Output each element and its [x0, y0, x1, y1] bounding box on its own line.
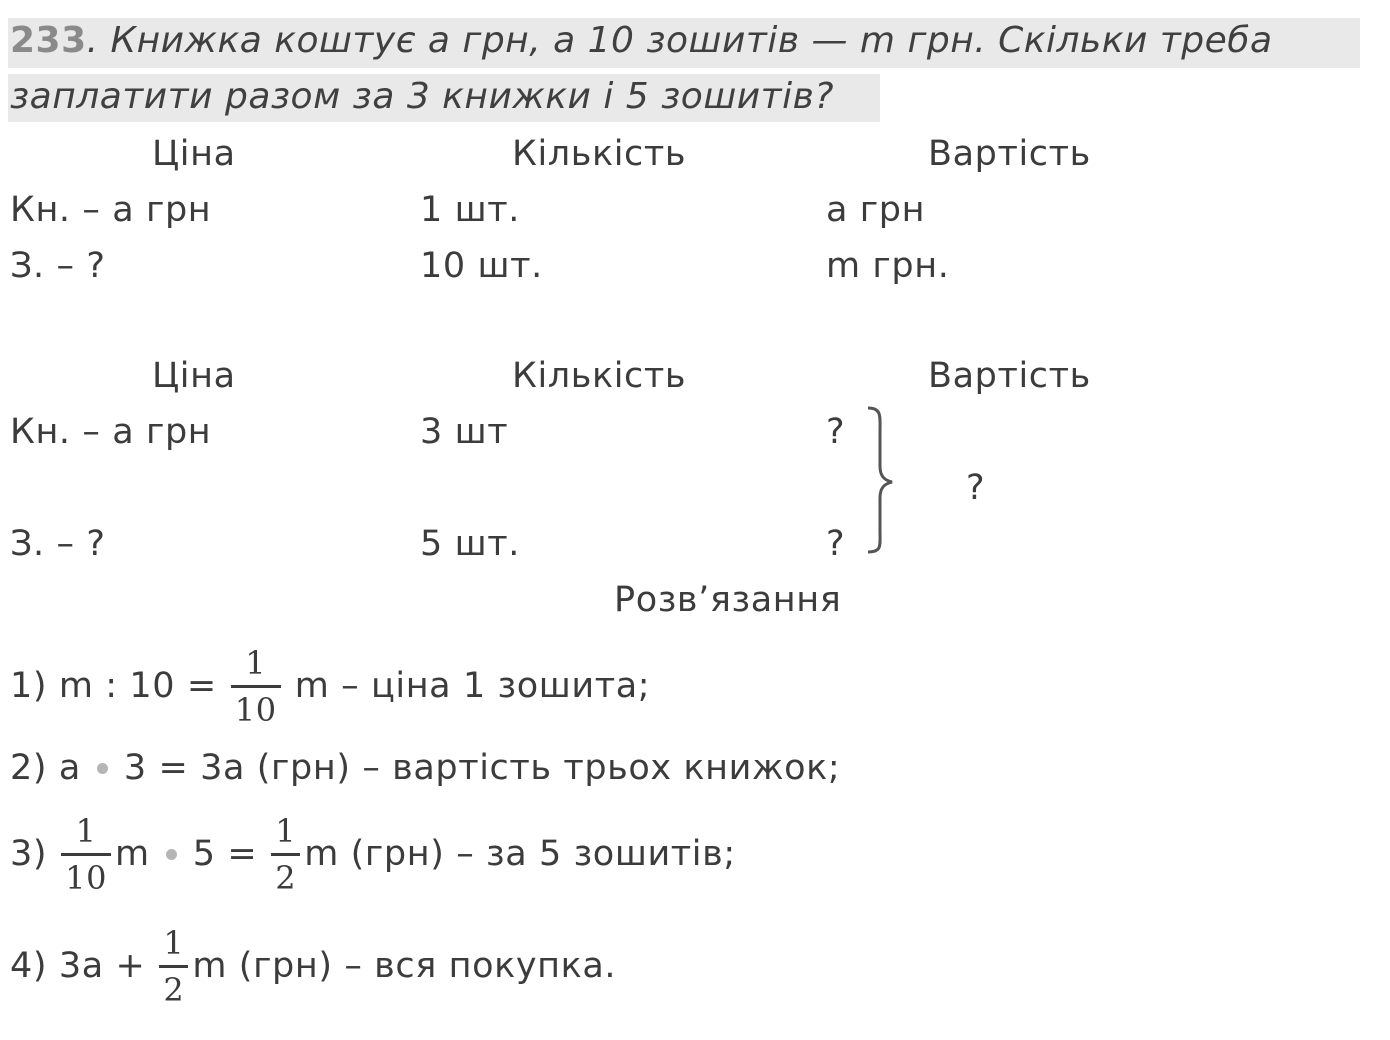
table2-row2-price: З. – ? — [10, 524, 106, 564]
multiply-dot-icon — [166, 849, 177, 860]
problem-line2 — [10, 76, 834, 117]
step1-frac-numerator: 1 — [245, 643, 267, 682]
table1-header-qty: Кількість — [512, 134, 687, 174]
step4-frac-denominator: 2 — [163, 970, 185, 1009]
table1-row2-cost: m грн. — [826, 246, 950, 286]
table2-row1-price: Кн. – а грн — [10, 412, 212, 452]
problem-number: 233 — [10, 20, 87, 61]
table2-row2-cost: ? — [826, 524, 846, 564]
table2-row2-qty: 5 шт. — [420, 524, 520, 564]
step3-frac1-numerator: 1 — [75, 811, 97, 850]
table1-header-price: Ціна — [152, 134, 236, 174]
step3-frac2-numerator: 1 — [275, 811, 297, 850]
table1-row1-cost: а грн — [826, 190, 926, 230]
table1-row1-price: Кн. – а грн — [10, 190, 212, 230]
problem-text-line1: . Книжка коштує a грн, а 10 зошитів — m грн. Скільки треба — [86, 20, 1273, 61]
table2-header-cost: Вартість — [928, 356, 1091, 396]
step1-frac-denominator: 10 — [234, 690, 277, 729]
step3-prefix: 3) — [10, 834, 48, 874]
step2-part-b: 3 = 3a (грн) – вартість трьох книжок; — [123, 748, 841, 788]
table2-header-qty: Кількість — [512, 356, 687, 396]
step1-suffix: m – ціна 1 зошита; — [294, 666, 651, 706]
table1-row2-qty: 10 шт. — [420, 246, 543, 286]
step3-frac1-denominator: 10 — [65, 858, 108, 897]
step3-mid-b: 5 = — [192, 834, 258, 874]
curly-brace-icon — [862, 404, 902, 556]
step4-fraction — [159, 923, 188, 1009]
step4-suffix: m (грн) – вся покупка. — [192, 946, 617, 986]
table2-header-price: Ціна — [152, 356, 236, 396]
solution-step-3 — [10, 794, 736, 914]
problem-text-line2: заплатити разом за 3 книжки і 5 зошитів? — [10, 76, 834, 117]
step4-prefix: 4) 3a + — [10, 946, 146, 986]
step3-suffix: m (грн) – за 5 зошитів; — [304, 834, 736, 874]
solution-heading: Розв’язання — [614, 580, 842, 620]
table1-row1-qty: 1 шт. — [420, 190, 520, 230]
step3-fraction-2 — [271, 811, 300, 897]
step2-part-a: 2) a — [10, 748, 81, 788]
table2-row1-qty: 3 шт — [420, 412, 509, 452]
step4-frac-numerator: 1 — [163, 923, 185, 962]
table2-total: ? — [966, 468, 986, 508]
step1-prefix: 1) m : 10 = — [10, 666, 217, 706]
step3-fraction-1 — [61, 811, 111, 897]
solution-step-4 — [10, 906, 616, 1026]
problem-line1 — [10, 20, 1273, 61]
table1-header-cost: Вартість — [928, 134, 1091, 174]
table1-row2-price: З. – ? — [10, 246, 106, 286]
multiply-dot-icon — [97, 763, 108, 774]
table2-row1-cost: ? — [826, 412, 846, 452]
step3-frac2-denominator: 2 — [275, 858, 297, 897]
step3-mid-a: m — [115, 834, 150, 874]
